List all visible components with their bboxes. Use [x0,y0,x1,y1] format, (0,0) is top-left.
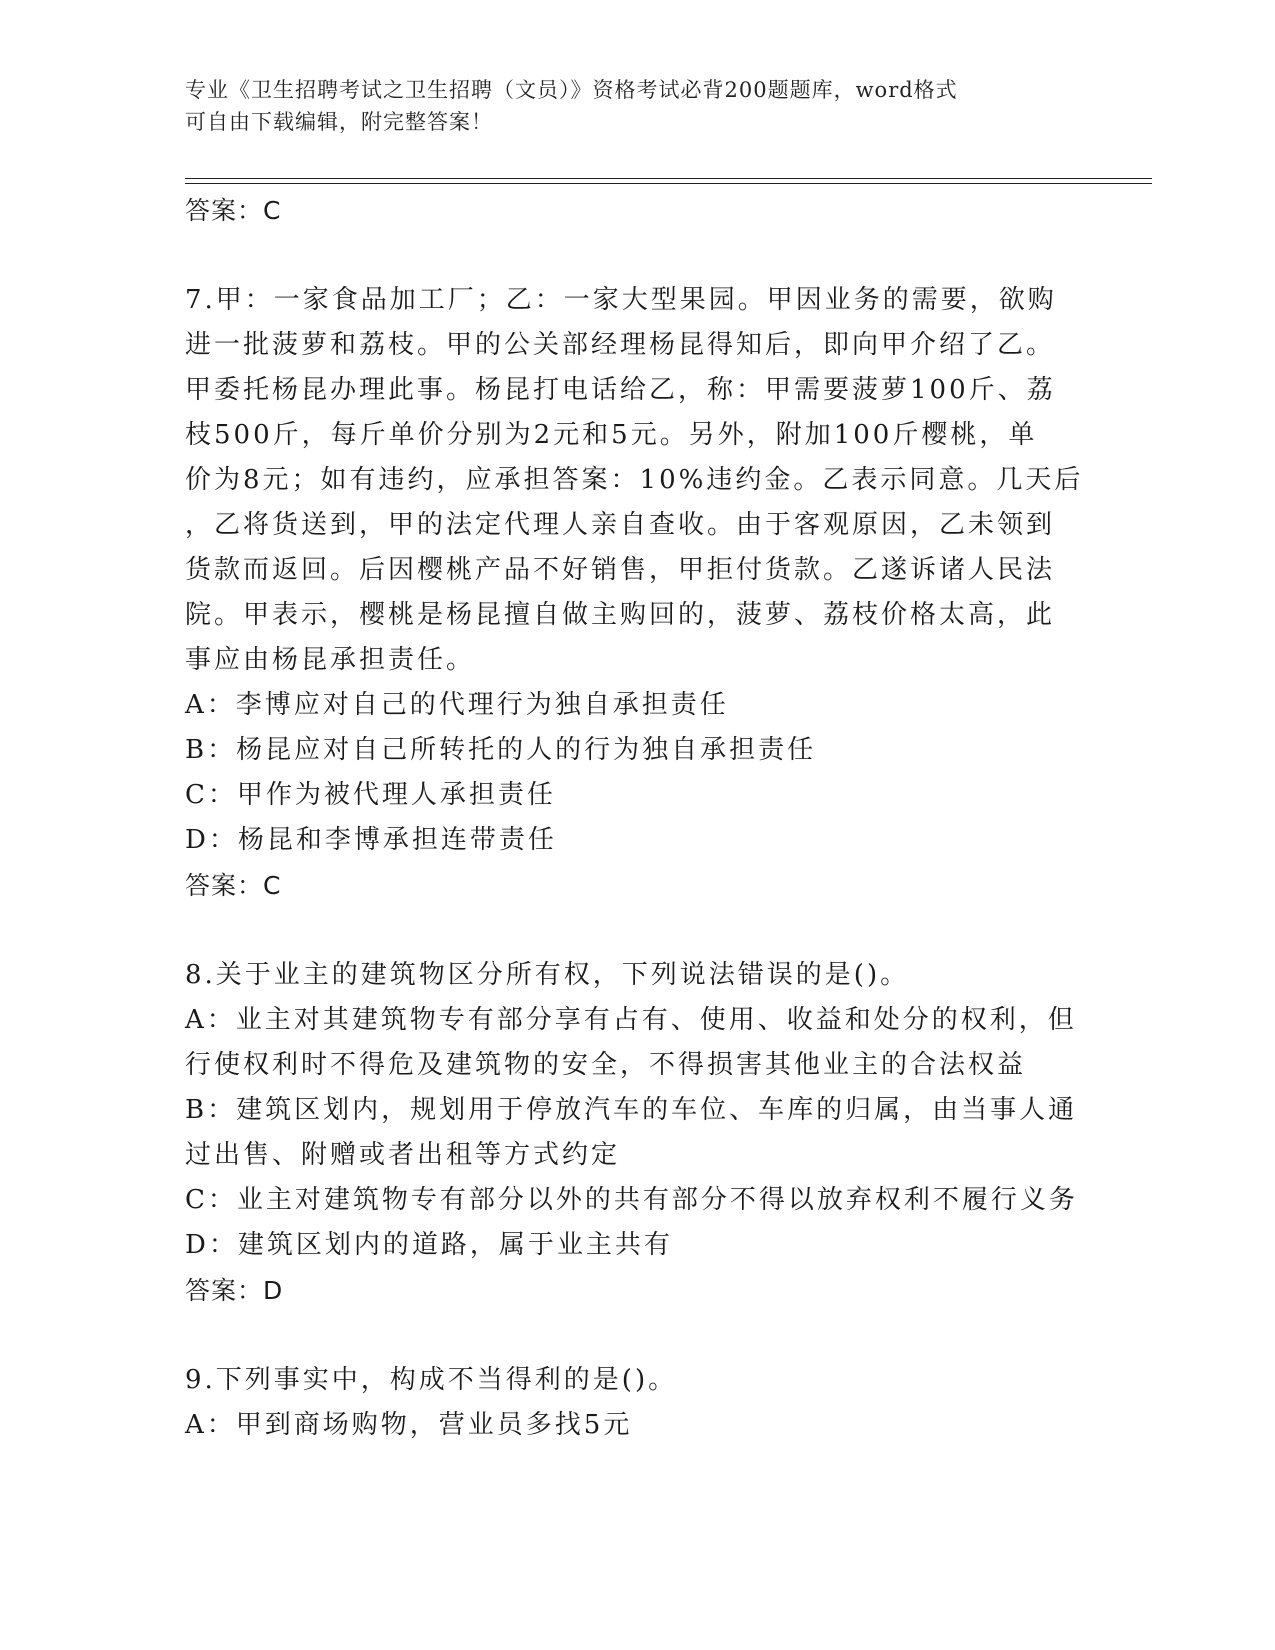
question-9 [185,1358,1085,1448]
question-7-stem-line: 枝500斤，每斤单价分别为2元和5元。另外，附加100斤樱桃，单 [185,420,1038,450]
document-body [185,188,1085,1448]
question-8 [185,953,1085,1313]
question-8-option-line: A：业主对其建筑物专有部分享有占有、使用、收益和处分的权利，但 [185,1005,1077,1035]
spacer [185,1313,1085,1358]
question-7-stem-line: 事应由杨昆承担责任。 [185,645,476,675]
question-8-option-line: C：业主对建筑物专有部分以外的共有部分不得以放弃权利不履行义务 [185,1185,1078,1215]
question-7-stem-line: 甲委托杨昆办理此事。杨昆打电话给乙，称：甲需要菠萝100斤、荔 [185,375,1056,405]
question-7-answer: 答案：C [185,871,282,900]
header-divider-top [185,178,1152,179]
question-9-stem: 9.下列事实中，构成不当得利的是()。 [185,1365,678,1395]
question-7-stem-line: 货款而返回。后因樱桃产品不好销售，甲拒付货款。乙遂诉诸人民法 [185,555,1056,585]
question-7-option-d: D：杨昆和李博承担连带责任 [185,825,557,855]
question-7-option-a: A：李博应对自己的代理行为独自承担责任 [185,690,729,720]
spacer [185,908,1085,953]
question-7-stem-line: ，乙将货送到，甲的法定代理人亲自查收。由于客观原因，乙未领到 [185,510,1056,540]
document-header [185,74,1065,138]
question-8-stem: 8.关于业主的建筑物区分所有权，下列说法错误的是()。 [185,960,910,990]
header-line-2: 可自由下载编辑，附完整答案！ [185,110,493,134]
question-7-stem-line: 进一批菠萝和荔枝。甲的公关部经理杨昆得知后，即向甲介绍了乙。 [185,330,1056,360]
spacer [185,233,1085,278]
question-9-option-a: A：甲到商场购物，营业员多找5元 [185,1410,633,1440]
question-8-answer: 答案：D [185,1276,284,1305]
question-7-option-b: B：杨昆应对自己所转托的人的行为独自承担责任 [185,735,817,765]
question-7-stem-line: 7.甲：一家食品加工厂；乙：一家大型果园。甲因业务的需要，欲购 [185,285,1057,315]
question-8-option-line: 过出售、附赠或者出租等方式约定 [185,1140,621,1170]
header-line-1: 专业《卫生招聘考试之卫生招聘（文员）》资格考试必背200题题库，word格式 [185,78,958,102]
question-8-option-line: 行使权利时不得危及建筑物的安全，不得损害其他业主的合法权益 [185,1050,1027,1080]
previous-answer: 答案：C [185,196,282,225]
question-8-option-line: B：建筑区划内，规划用于停放汽车的车位、车库的归属，由当事人通 [185,1095,1078,1125]
question-7-option-c: C：甲作为被代理人承担责任 [185,780,556,810]
header-divider-bottom [185,183,1152,184]
question-7-stem-line: 价为8元；如有违约，应承担答案：10%违约金。乙表示同意。几天后 [185,465,1084,495]
question-8-option-line: D：建筑区划内的道路，属于业主共有 [185,1230,673,1260]
question-7 [185,278,1085,908]
question-7-stem-line: 院。甲表示，樱桃是杨昆擅自做主购回的，菠萝、荔枝价格太高，此 [185,600,1056,630]
